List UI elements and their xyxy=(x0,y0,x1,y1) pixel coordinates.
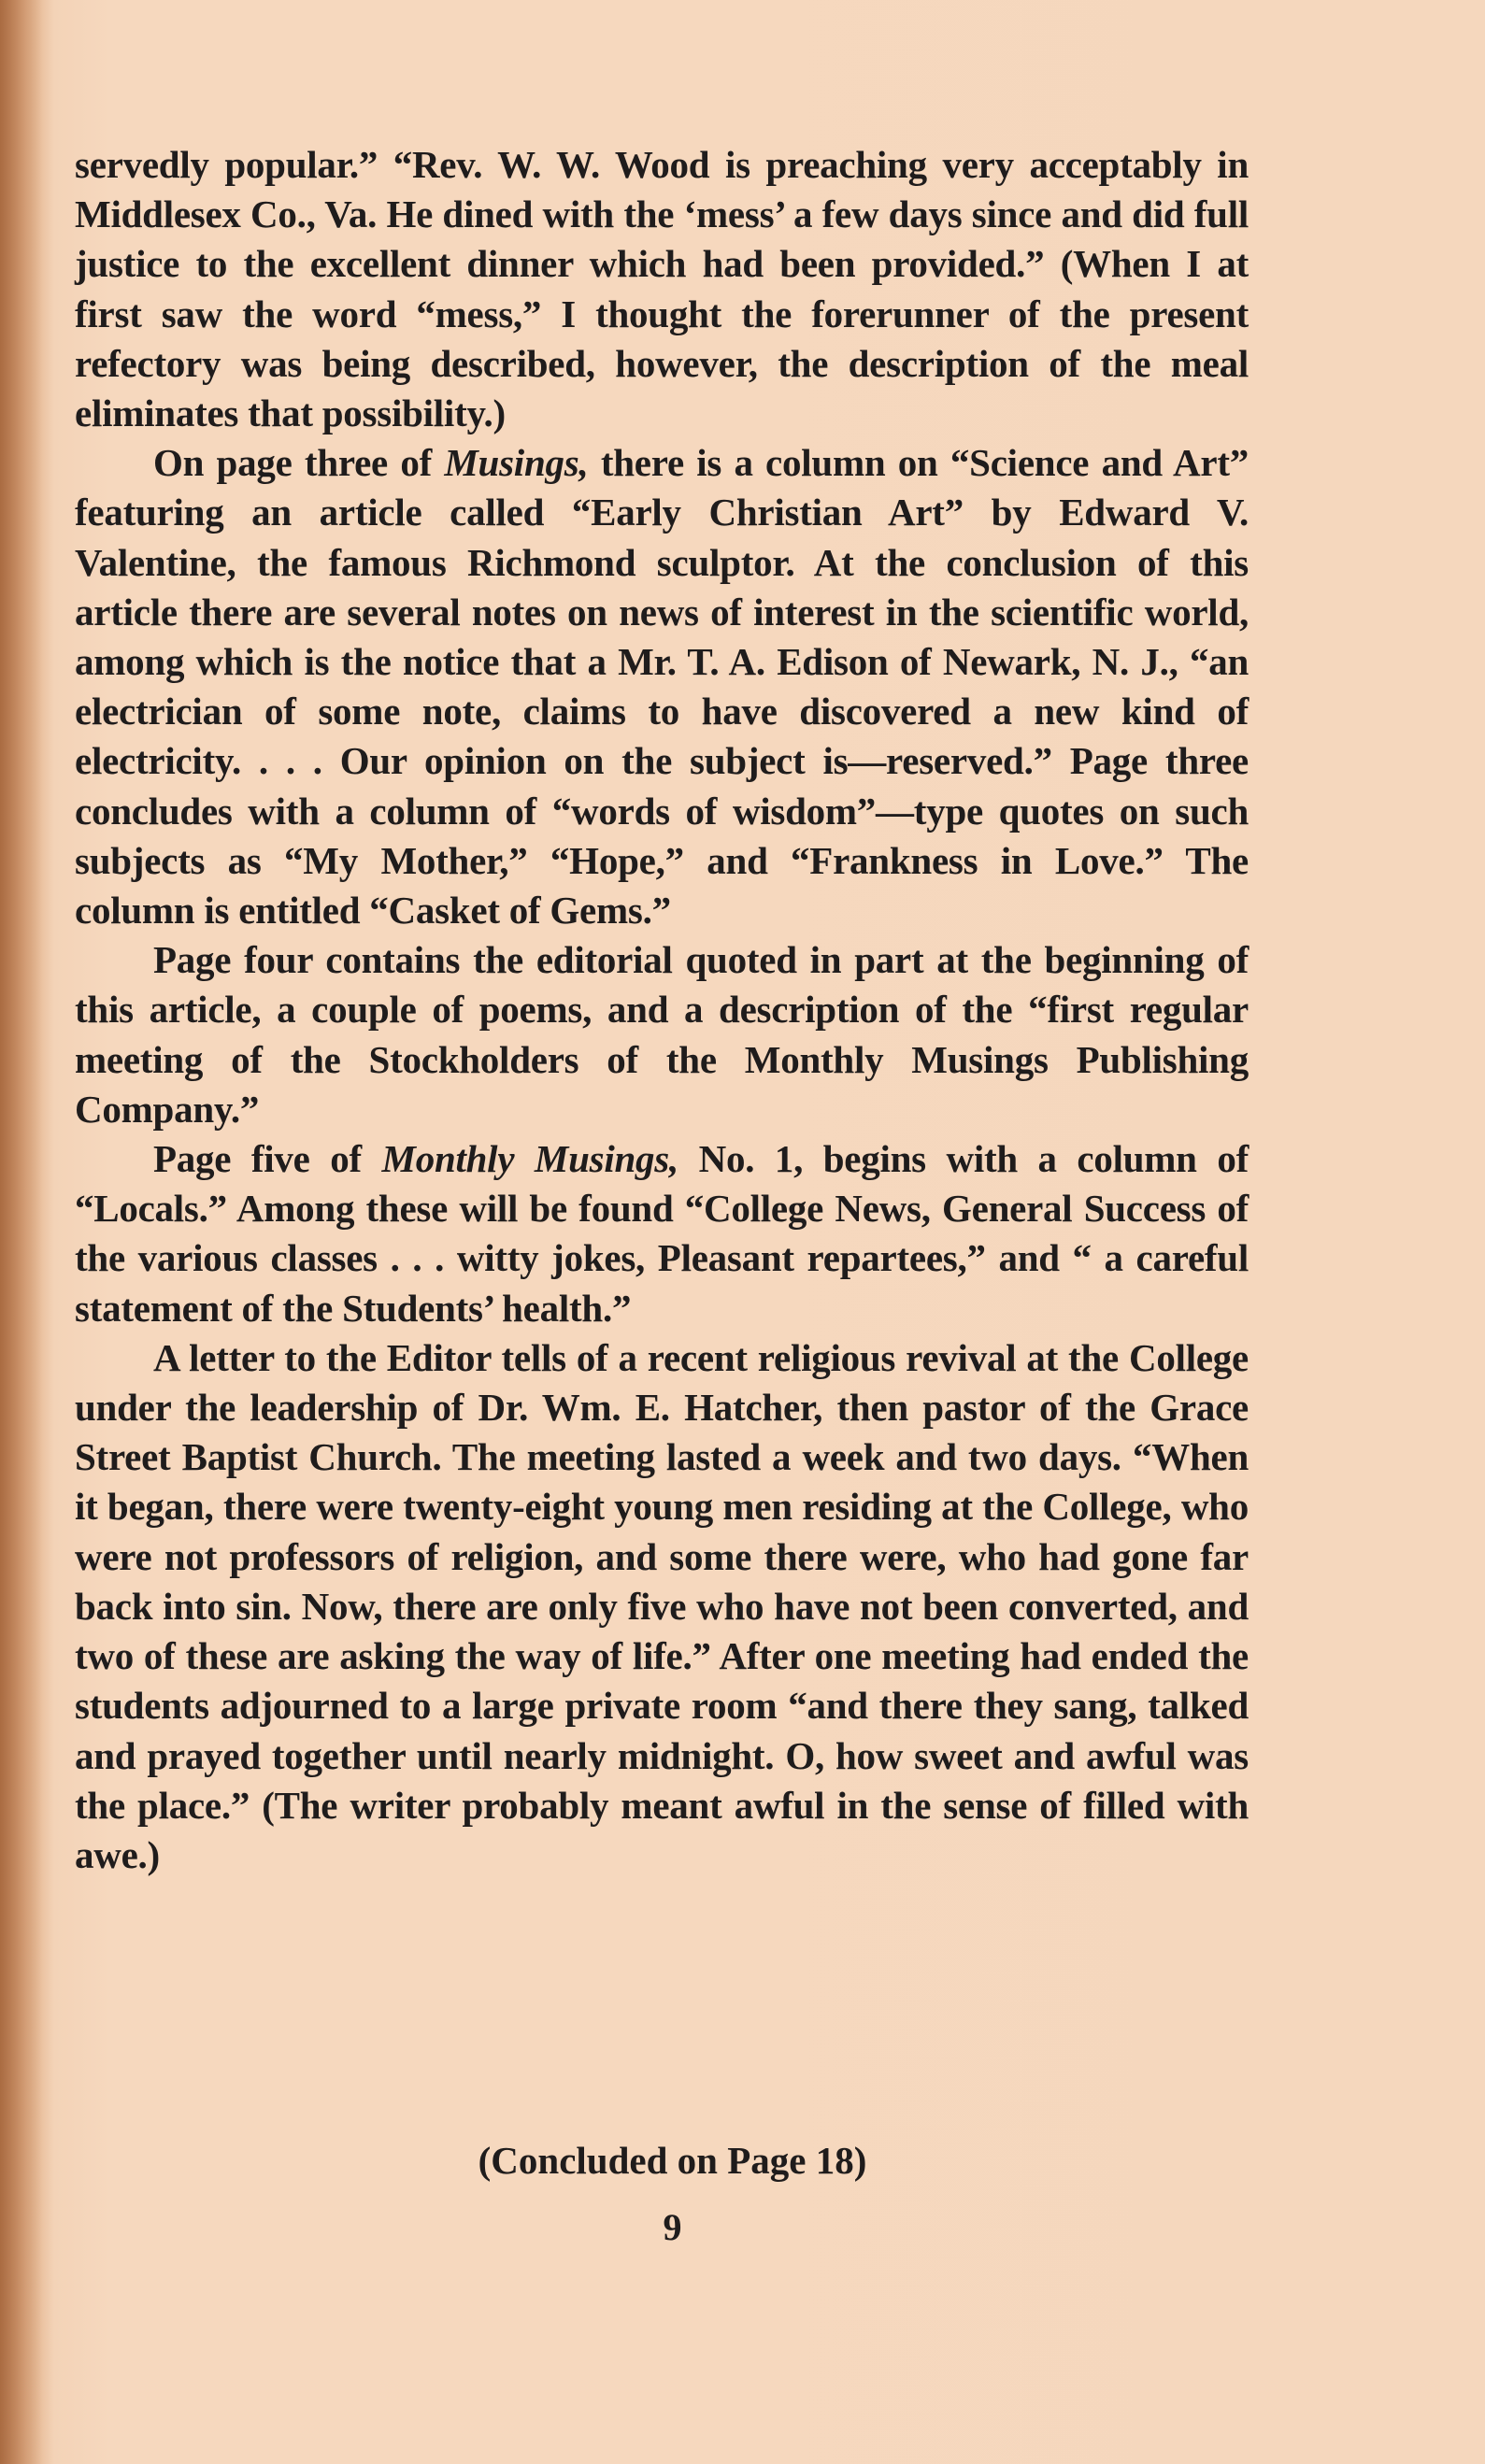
page-number: 9 xyxy=(663,2206,682,2248)
paragraph-4-text-end: No. 1, begins with a column of “Locals.” Among these will be found “College News, General Success of the various classes . . . witty jokes, Pleasant repartees,” and “ a careful statement of the Students’ health.” xyxy=(75,1137,1249,1330)
monthly-musings-italic-title: Monthly Musings, xyxy=(381,1137,678,1181)
continued-note: (Concluded on Page 18) xyxy=(478,2139,867,2182)
paragraph-3-text: Page four contains the editorial quoted in part at the beginning of this article, a couple of poems, and a description of the “first regular meeting of the Stockholders of the Monthly Musings Publishing Company.” xyxy=(75,938,1249,1131)
paragraph-4-text-start: Page five of xyxy=(153,1137,382,1181)
paragraph-1 xyxy=(75,140,1249,438)
paragraph-4 xyxy=(75,1134,1249,1333)
paragraph-3 xyxy=(75,935,1249,1134)
paragraph-5 xyxy=(75,1333,1249,1880)
paragraph-2 xyxy=(75,438,1249,935)
musings-italic-title: Musings, xyxy=(444,441,589,485)
paragraph-2-text-start: On page three of xyxy=(153,441,445,485)
binding-shadow xyxy=(0,0,43,2464)
paragraph-5-text: A letter to the Editor tells of a recent religious revival at the College under the leadership of Dr. Wm. E. Hatcher, then pastor of the Grace Street Baptist Church. The meeting lasted a week and two days. “When it began, there were twenty-eight young men residing at the College, who were not professors of religion, and some there were, who had gone far back into sin. Now, there are only five who have not been converted, and two of these are asking the way of life.” After one meeting had ended the students adjourned to a large private room “and there they sang, talked and prayed together until nearly midnight. O, how sweet and awful was the place.” (The writer probably meant awful in the sense of filled with awe.) xyxy=(75,1335,1249,1876)
article-body xyxy=(75,140,1249,1880)
paragraph-2-text-end: there is a column on “Science and Art” featuring an article called “Early Christian Art” by Edward V. Valentine, the famous Richmond sculptor. At the conclusion of this article there are several notes on news of interest in the scientific world, among which is the notice that a Mr. T. A. Edison of Newark, N. J., “an electrician of some note, claims to have discovered a new kind of electricity. . . . Our opinion on the subject is—reserved.” Page three concludes with a column of “words of wisdom”—type quotes on such subjects as “My Mother,” “Hope,” and “Frankness in Love.” The column is entitled “Casket of Gems.” xyxy=(75,441,1249,933)
paragraph-1-text: servedly popular.” “Rev. W. W. Wood is preaching very acceptably in Middlesex Co., Va. He dined with the ‘mess’ a few days since and did full justice to the excellent dinner which had been provided.” (When I at first saw the word “mess,” I thought the forerunner of the present refectory was being described, however, the description of the meal eliminates that possibility.) xyxy=(75,143,1249,435)
